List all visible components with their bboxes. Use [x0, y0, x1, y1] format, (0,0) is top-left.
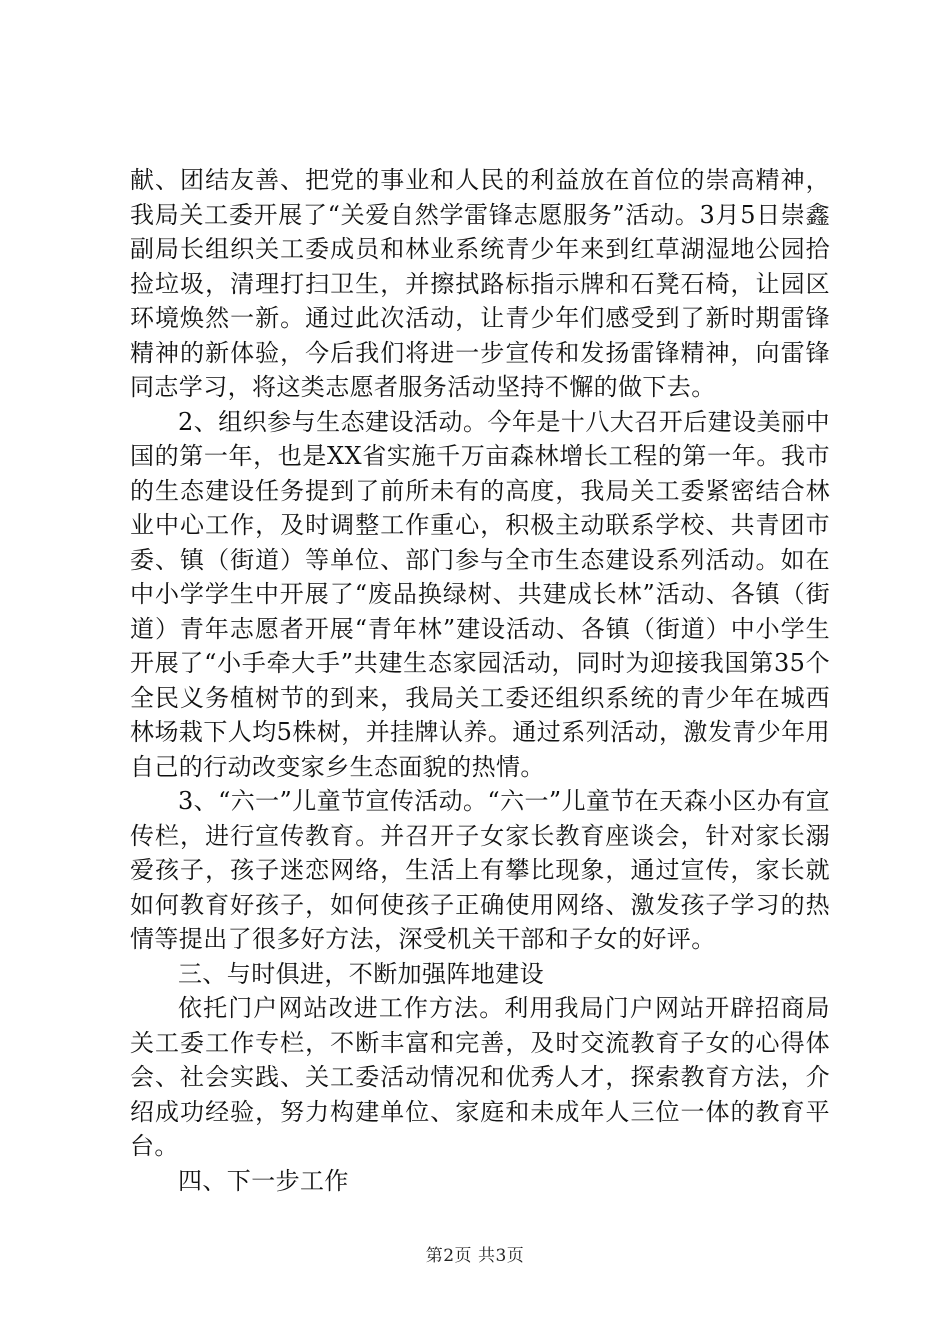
section-heading-next-steps: 四、下一步工作: [178, 1166, 349, 1195]
paragraph-ecology-activity: 2、组织参与生态建设活动。今年是十八大召开后建设美丽中国的第一年，也是XX省实施千万亩森林增长工程的第一年。我市的生态建设任务提到了前所未有的高度，我局关工委紧密结合林业中心工作，及时调整工作重心，积极主动联系学校、共青团市委、镇（街道）等单位、部门参与全市生态建设系列活动。如在中小学学生中开展了“废品换绿树、共建成长林”活动、各镇（街道）青年志愿者开展“青年林”建设活动、各镇（街道）中小学生开展了“小手牵大手”共建生态家园活动，同时为迎接我国第35个全民义务植树节的到来，我局关工委还组织系统的青少年在城西林场栽下人均5株树，并挂牌认养。通过系列活动，激发青少年用自己的行动改变家乡生态面貌的热情。: [130, 407, 830, 781]
paragraph-childrens-day: 3、“六一”儿童节宣传活动。“六一”儿童节在天森小区办有宣传栏，进行宣传教育。并召开子女家长教育座谈会，针对家长溺爱孩子，孩子迷恋网络，生活上有攀比现象，通过宣传，家长就如何教育好孩子，如何使孩子正确使用网络、激发孩子学习的热情等提出了很多好方法，深受机关干部和子女的好评。: [130, 787, 830, 953]
paragraph-web-portal: 依托门户网站改进工作方法。利用我局门户网站开辟招商局关工委工作专栏，不断丰富和完善，及时交流教育子女的心得体会、社会实践、关工委活动情况和优秀人才，探索教育方法，介绍成功经验，努力构建单位、家庭和未成年人三位一体的教育平台。: [130, 994, 830, 1160]
document-body: [130, 163, 830, 1198]
page-number-footer: 第2页 共3页: [425, 1246, 525, 1266]
section-heading-position-building: 三、与时俱进，不断加强阵地建设: [178, 959, 544, 988]
paragraph-volunteer-activity: 献、团结友善、把党的事业和人民的利益放在首位的崇高精神，我局关工委开展了“关爱自然学雷锋志愿服务”活动。3月5日崇鑫副局长组织关工委成员和林业系统青少年来到红草湖湿地公园拾捡垃圾，清理打扫卫生，并擦拭路标指示牌和石凳石椅，让园区环境焕然一新。通过此次活动，让青少年们感受到了新时期雷锋精神的新体验，今后我们将进一步宣传和发扬雷锋精神，向雷锋同志学习，将这类志愿者服务活动坚持不懈的做下去。: [130, 166, 830, 401]
